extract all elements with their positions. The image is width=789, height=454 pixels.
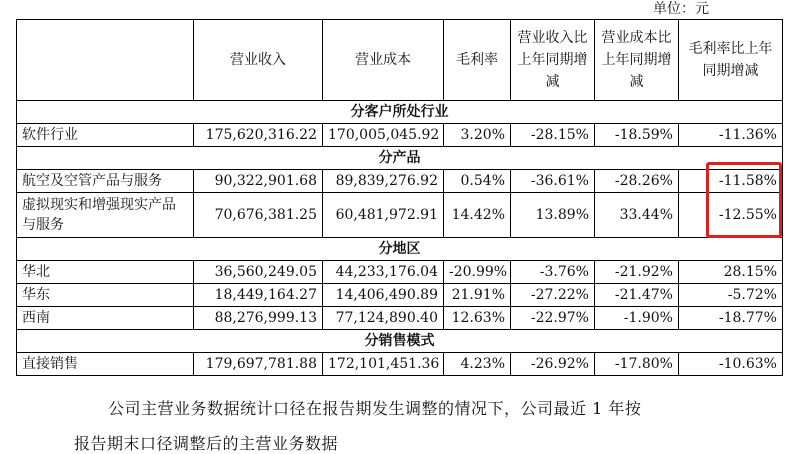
cost-cell: 89,839,276.92 [323, 170, 444, 193]
paragraph-line-2: 报告期末口径调整后的主营业务数据 [74, 434, 339, 453]
revenue-change-cell: -3.76% [511, 261, 595, 284]
cost-change-cell: -17.80% [595, 353, 679, 376]
section-title: 分产品 [17, 147, 783, 170]
margin-change-cell: -10.63% [679, 353, 783, 376]
cost-cell: 172,101,451.36 [323, 353, 444, 376]
cost-change-cell: -28.26% [595, 170, 679, 193]
unit-label: 单位：元 [653, 1, 709, 17]
cost-change-cell: -18.59% [595, 124, 679, 147]
row-name: 西南 [17, 307, 194, 330]
header-cell-cost-change: 营业成本比上年同期增减 [595, 20, 679, 101]
cost-cell: 60,481,972.91 [323, 193, 444, 238]
section-header-row [17, 330, 783, 353]
revenue-cell: 175,620,316.22 [194, 124, 323, 147]
revenue-cell: 36,560,249.05 [194, 261, 323, 284]
table-row [17, 284, 783, 307]
paragraph-line-1: 公司主营业务数据统计口径在报告期发生调整的情况下，公司最近 1 年按 [108, 399, 642, 418]
row-name: 虚拟现实和增强现实产品与服务 [17, 193, 194, 238]
row-name: 华北 [17, 261, 194, 284]
header-cell-margin-change: 毛利率比上年同期增减 [679, 20, 783, 101]
margin-change-cell: -11.36% [679, 124, 783, 147]
header-cell-blank [17, 20, 194, 101]
revenue-cell: 90,322,901.68 [194, 170, 323, 193]
header-cell-revenue-change: 营业收入比上年同期增减 [511, 20, 595, 101]
revenue-change-cell: -28.15% [511, 124, 595, 147]
row-name: 直接销售 [17, 353, 194, 376]
cost-change-cell: -1.90% [595, 307, 679, 330]
margin-cell: 3.20% [444, 124, 511, 147]
cost-cell: 44,233,176.04 [323, 261, 444, 284]
revenue-change-cell: -22.97% [511, 307, 595, 330]
revenue-change-cell: -26.92% [511, 353, 595, 376]
section-title: 分销售模式 [17, 330, 783, 353]
margin-change-cell: 28.15% [679, 261, 783, 284]
revenue-change-cell: 13.89% [511, 193, 595, 238]
cost-change-cell: 33.44% [595, 193, 679, 238]
cost-change-cell: -21.47% [595, 284, 679, 307]
margin-change-cell: -11.58% [679, 170, 783, 193]
cost-cell: 77,124,890.40 [323, 307, 444, 330]
margin-cell: 14.42% [444, 193, 511, 238]
margin-cell: 4.23% [444, 353, 511, 376]
revenue-change-cell: -27.22% [511, 284, 595, 307]
table-row [17, 353, 783, 376]
table-row [17, 124, 783, 147]
section-header-row [17, 147, 783, 170]
row-name: 华东 [17, 284, 194, 307]
header-cell-cost: 营业成本 [323, 20, 444, 101]
revenue-cell: 18,449,164.27 [194, 284, 323, 307]
section-header-row [17, 101, 783, 124]
section-header-row [17, 238, 783, 261]
row-name: 航空及空管产品与服务 [17, 170, 194, 193]
row-name: 软件行业 [17, 124, 194, 147]
main-business-table [16, 19, 783, 376]
cost-change-cell: -21.92% [595, 261, 679, 284]
margin-change-cell: -18.77% [679, 307, 783, 330]
table-header-row [17, 20, 783, 101]
margin-cell: 21.91% [444, 284, 511, 307]
table-row [17, 170, 783, 193]
table-row [17, 261, 783, 284]
table-row [17, 307, 783, 330]
margin-cell: 12.63% [444, 307, 511, 330]
header-cell-margin: 毛利率 [444, 20, 511, 101]
margin-cell: 0.54% [444, 170, 511, 193]
revenue-cell: 88,276,999.13 [194, 307, 323, 330]
header-cell-revenue: 营业收入 [194, 20, 323, 101]
margin-change-cell: -12.55% [679, 193, 783, 238]
section-title: 分客户所处行业 [17, 101, 783, 124]
revenue-change-cell: -36.61% [511, 170, 595, 193]
table-row [17, 193, 783, 238]
cost-cell: 170,005,045.92 [323, 124, 444, 147]
margin-change-cell: -5.72% [679, 284, 783, 307]
section-title: 分地区 [17, 238, 783, 261]
margin-cell: -20.99% [444, 261, 511, 284]
revenue-cell: 179,697,781.88 [194, 353, 323, 376]
revenue-cell: 70,676,381.25 [194, 193, 323, 238]
cost-cell: 14,406,490.89 [323, 284, 444, 307]
